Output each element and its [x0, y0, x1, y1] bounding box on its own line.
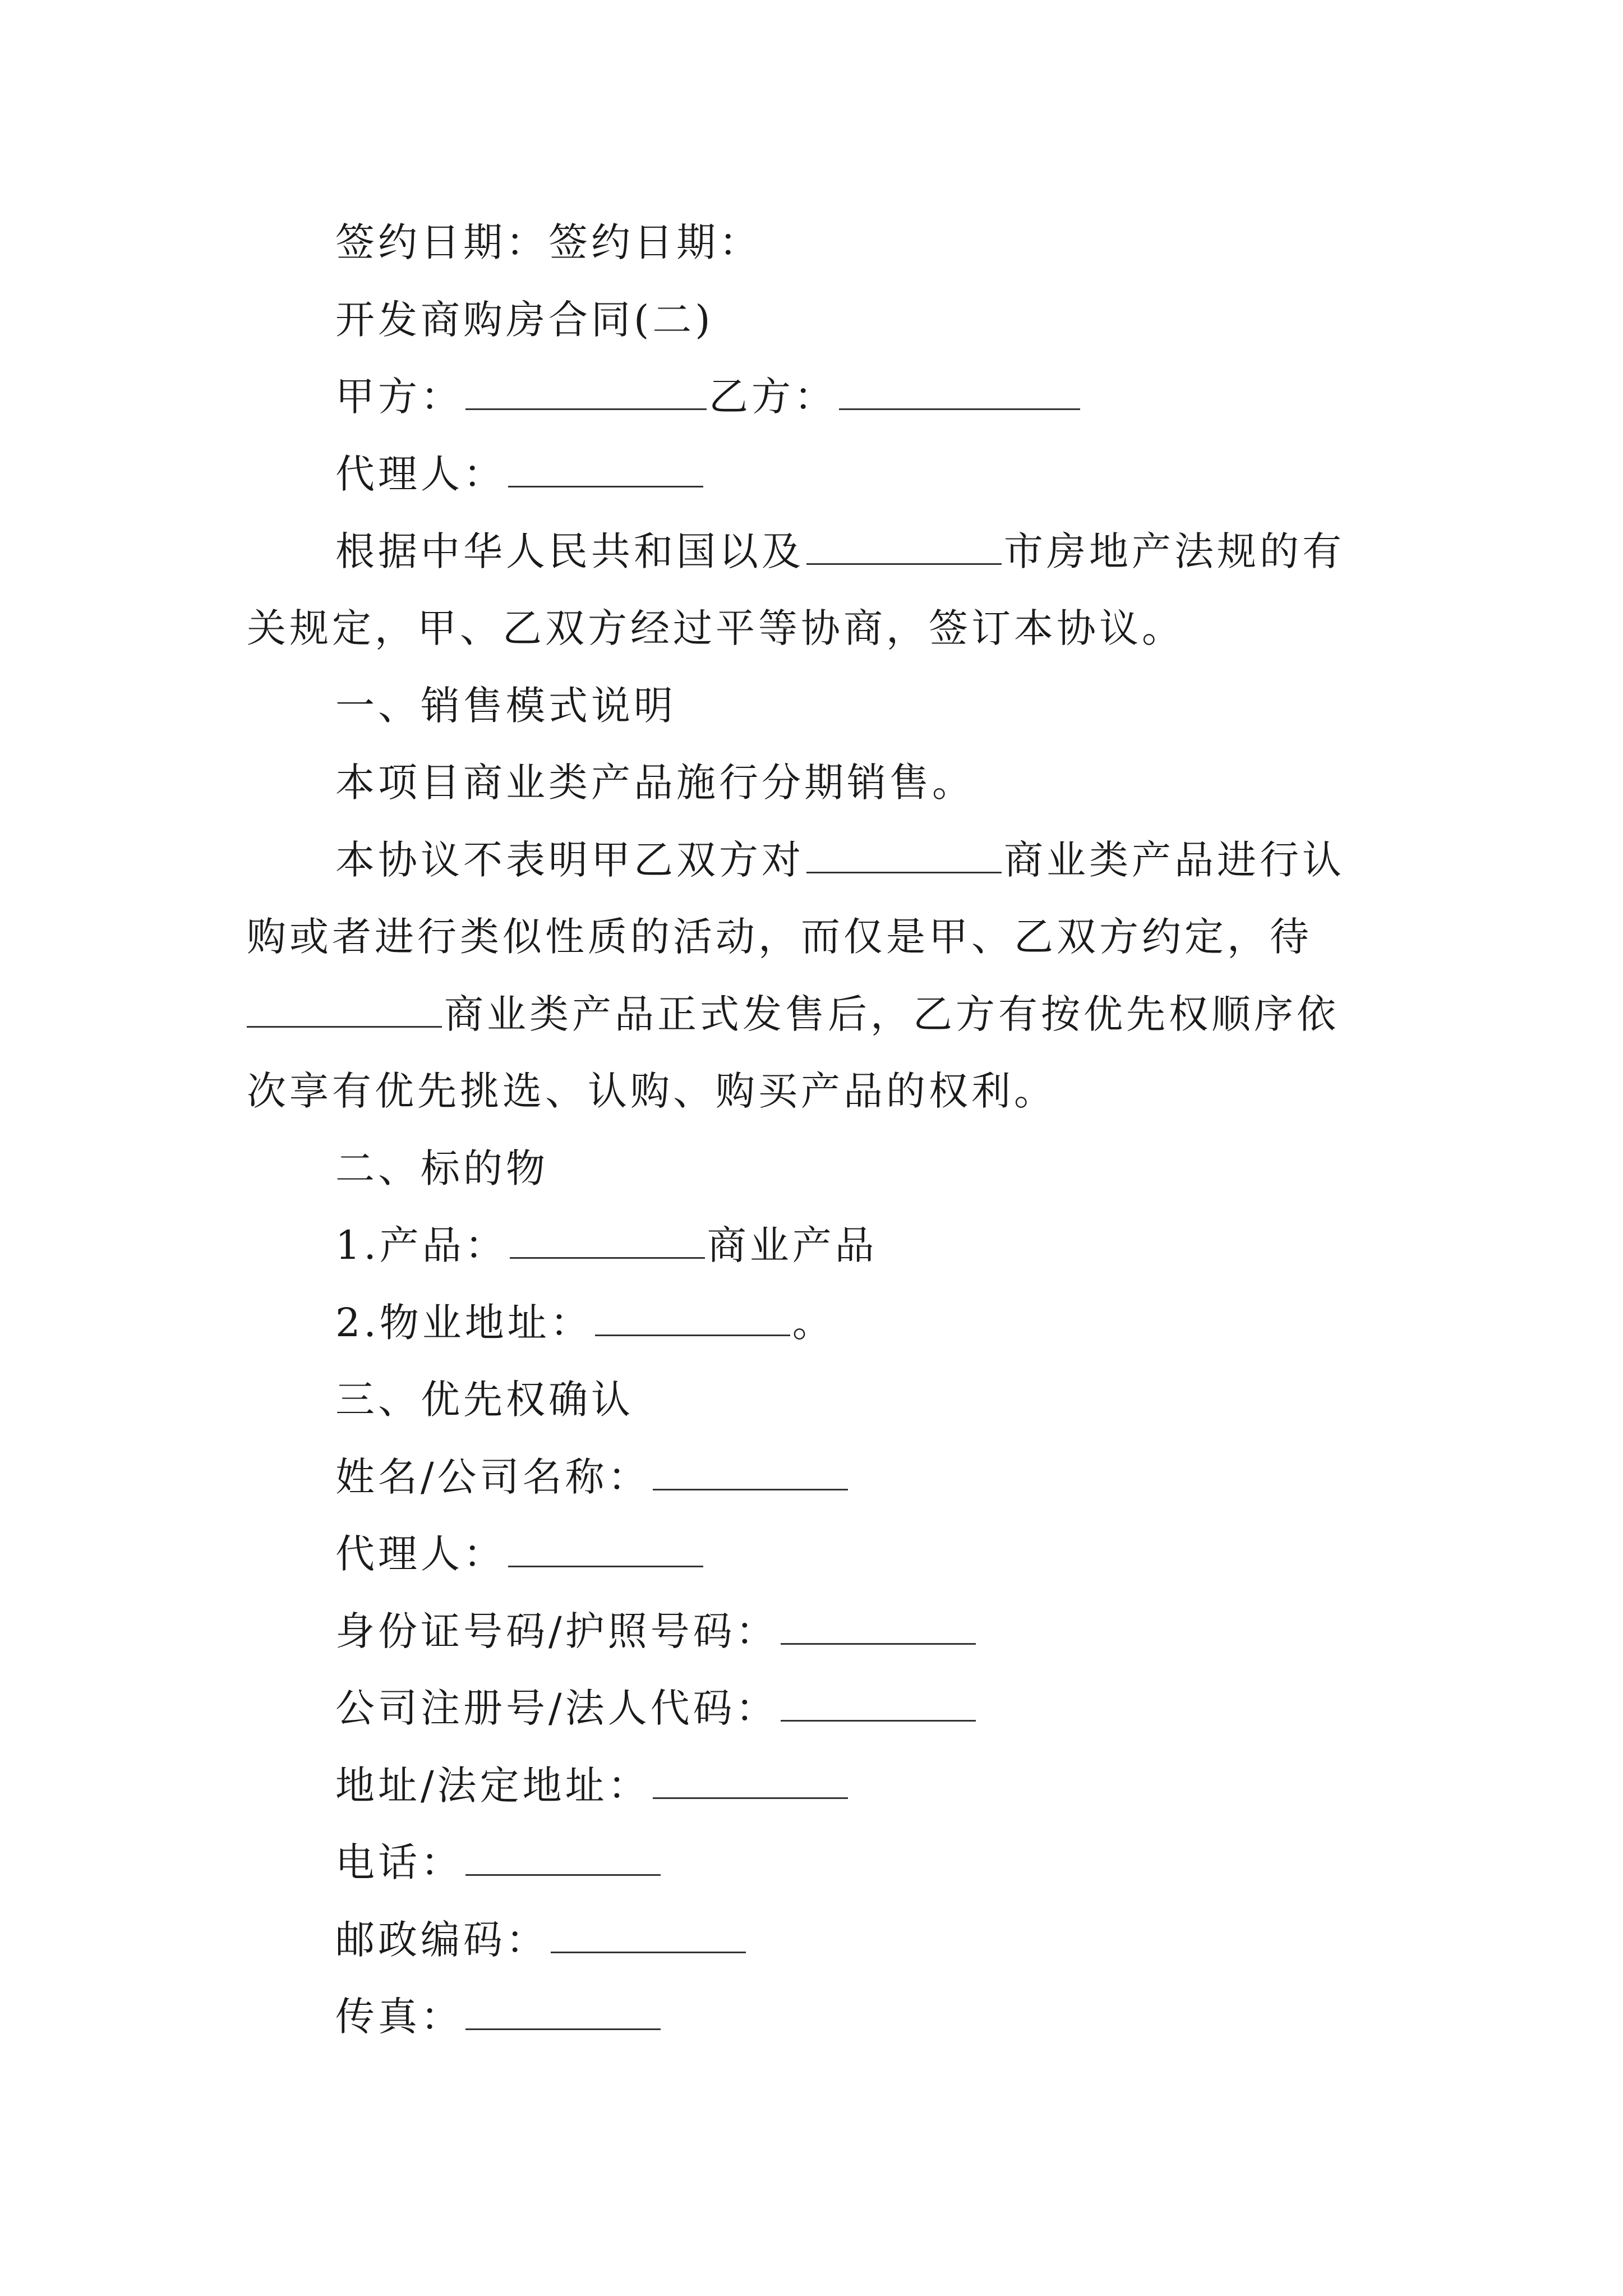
agent-label: 代理人： — [335, 451, 506, 497]
phone-blank — [465, 1842, 661, 1876]
party-b-label: 乙方： — [709, 374, 837, 420]
product-blank-1 — [806, 839, 1002, 873]
section2-heading — [335, 1146, 548, 1191]
name-blank — [653, 1456, 848, 1490]
id-label: 身份证号码/护照号码： — [335, 1608, 778, 1654]
id-line — [335, 1609, 978, 1654]
item2-suffix: 。 — [792, 1300, 835, 1346]
section2-heading-text: 二、标的物 — [335, 1145, 548, 1191]
section1-p2-a: 本协议不表明甲乙双方对 — [335, 837, 804, 883]
item1-blank — [510, 1225, 705, 1259]
name-line — [335, 1455, 850, 1499]
section1-paragraph2-line2 — [247, 914, 1312, 959]
fax-blank — [465, 1996, 661, 2030]
section1-heading — [335, 683, 676, 728]
party-b-blank — [839, 376, 1080, 410]
address-label: 地址/法定地址： — [335, 1763, 651, 1809]
agent2-line — [335, 1531, 706, 1576]
id-blank — [781, 1611, 976, 1645]
item2-line — [335, 1300, 835, 1345]
section1-p2-b: 商业类产品进行认 — [1004, 837, 1345, 883]
address-line — [335, 1763, 850, 1808]
section1-paragraph1 — [335, 760, 975, 805]
section1-paragraph2-line4 — [247, 1069, 1057, 1114]
agent2-label: 代理人： — [335, 1531, 506, 1577]
address-blank — [653, 1765, 848, 1799]
intro-line-2 — [247, 606, 1184, 651]
section1-p2-line4-text: 次享有优先挑选、认购、购买产品的权利。 — [247, 1068, 1057, 1114]
postcode-blank — [551, 1919, 746, 1953]
registration-blank — [781, 1687, 976, 1722]
postcode-label: 邮政编码： — [335, 1917, 548, 1963]
item2-label: 2.物业地址： — [335, 1300, 593, 1346]
fax-line — [335, 1994, 663, 2039]
section1-p2-line3-text: 商业类产品正式发售后，乙方有按优先权顺序依 — [444, 991, 1339, 1037]
section1-paragraph2-line1 — [335, 838, 1345, 882]
product-blank-2 — [247, 993, 442, 1028]
item1-label: 1.产品： — [335, 1222, 508, 1268]
section3-heading — [335, 1377, 634, 1422]
city-blank — [806, 531, 1002, 565]
title-text: 开发商购房合同(二) — [335, 297, 714, 343]
intro-line-1 — [335, 529, 1345, 574]
sign-date-line — [335, 220, 762, 265]
agent2-blank — [508, 1533, 703, 1567]
agent-blank — [508, 453, 703, 487]
fax-label: 传真： — [335, 1994, 463, 2040]
item1-suffix: 商业产品 — [707, 1222, 878, 1268]
party-a-blank — [465, 376, 707, 410]
section3-heading-text: 三、优先权确认 — [335, 1377, 634, 1423]
intro-line2-text: 关规定，甲、乙双方经过平等协商，签订本协议。 — [247, 605, 1184, 651]
party-a-label: 甲方： — [335, 374, 463, 420]
sign-date-text: 签约日期：签约日期： — [335, 219, 762, 265]
item2-blank — [595, 1302, 790, 1336]
document-title — [335, 297, 714, 342]
section1-heading-text: 一、销售模式说明 — [335, 683, 676, 729]
section1-paragraph2-line3 — [247, 992, 1339, 1037]
agent-line — [335, 452, 706, 496]
phone-label: 电话： — [335, 1839, 463, 1885]
section1-p2-line2-text: 购或者进行类似性质的活动，而仅是甲、乙双方约定，待 — [247, 914, 1312, 960]
postcode-line — [335, 1917, 748, 1962]
parties-line — [335, 374, 1082, 419]
registration-line — [335, 1686, 978, 1731]
registration-label: 公司注册号/法人代码： — [335, 1685, 778, 1731]
name-label: 姓名/公司名称： — [335, 1454, 651, 1500]
intro-part1: 根据中华人民共和国以及 — [335, 528, 804, 574]
item1-line — [335, 1223, 878, 1268]
phone-line — [335, 1840, 663, 1885]
section1-p1-text: 本项目商业类产品施行分期销售。 — [335, 760, 975, 806]
intro-part2: 市房地产法规的有 — [1004, 528, 1345, 574]
